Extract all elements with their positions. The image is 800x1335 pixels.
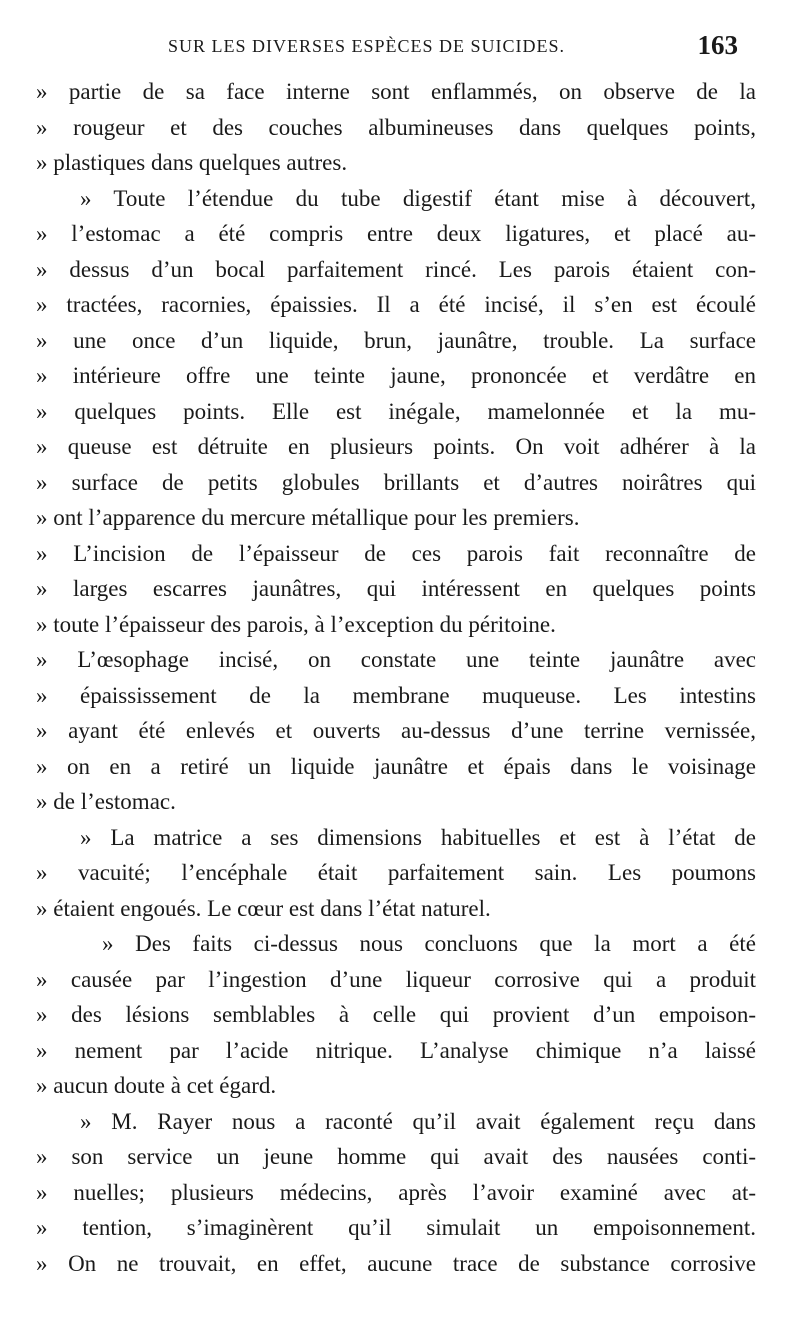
text-line: » nement par l’acide nitrique. L’analyse chimique n’a laissé xyxy=(36,1037,756,1063)
text-line: » queuse est détruite en plusieurs points. On voit adhérer à la xyxy=(36,434,756,459)
page-header xyxy=(48,30,738,62)
text-line: » quelques points. Elle est inégale, mamelonnée et la mu- xyxy=(36,398,756,424)
text-line: » étaient engoués. Le cœur est dans l’état naturel. xyxy=(36,895,491,921)
text-line: » La matrice a ses dimensions habituelles et est à l’état de xyxy=(80,824,756,850)
text-line: » de l’estomac. xyxy=(36,789,176,814)
text-line: » toute l’épaisseur des parois, à l’exception du péritoine. xyxy=(36,611,556,637)
text-line: » l’estomac a été compris entre deux ligatures, et placé au- xyxy=(36,221,756,246)
text-line: » rougeur et des couches albumineuses dans quelques points, xyxy=(36,114,756,140)
text-line: » larges escarres jaunâtres, qui intéressent en quelques points xyxy=(36,576,756,601)
text-line: » une once d’un liquide, brun, jaunâtre, trouble. La surface xyxy=(36,327,756,353)
text-line: » partie de sa face interne sont enflammés, on observe de la xyxy=(36,79,756,104)
page-number: 163 xyxy=(697,30,738,60)
text-line: » nuelles; plusieurs médecins, après l’avoir examiné avec at- xyxy=(36,1179,756,1205)
text-line: » On ne trouvait, en effet, aucune trace de substance corrosive xyxy=(36,1250,756,1276)
text-line: » L’incision de l’épaisseur de ces parois fait reconnaître de xyxy=(36,540,756,566)
text-line: » tractées, racornies, épaissies. Il a été incisé, il s’en est écoulé xyxy=(36,292,756,317)
text-line: » L’œsophage incisé, on constate une teinte jaunâtre avec xyxy=(36,647,756,672)
text-line: » intérieure offre une teinte jaune, prononcée et verdâtre en xyxy=(36,363,756,388)
text-line: » son service un jeune homme qui avait des nausées conti- xyxy=(36,1144,756,1169)
text-line: » vacuité; l’encéphale était parfaitement sain. Les poumons xyxy=(36,860,756,885)
text-line: » causée par l’ingestion d’une liqueur corrosive qui a produit xyxy=(36,966,756,992)
text-line: » ayant été enlevés et ouverts au-dessus d’une terrine vernissée, xyxy=(36,718,756,743)
text-line: » des lésions semblables à celle qui provient d’un empoison- xyxy=(36,1002,756,1027)
body-text xyxy=(36,74,756,1281)
text-line: » Toute l’étendue du tube digestif étant mise à découvert, xyxy=(80,185,756,211)
text-line: » plastiques dans quelques autres. xyxy=(36,150,348,175)
text-line: » ont l’apparence du mercure métallique pour les premiers. xyxy=(36,505,580,530)
text-line: » tention, s’imaginèrent qu’il simulait un empoisonnement. xyxy=(36,1215,756,1240)
text-line: » aucun doute à cet égard. xyxy=(36,1073,277,1098)
text-line: » on en a retiré un liquide jaunâtre et épais dans le voisinage xyxy=(36,753,756,779)
text-line: » Des faits ci-dessus nous concluons que la mort a été xyxy=(102,931,756,956)
text-line: » surface de petits globules brillants et d’autres noirâtres qui xyxy=(36,469,756,495)
text-line: » M. Rayer nous a raconté qu’il avait également reçu dans xyxy=(80,1108,756,1134)
text-line: » épaississement de la membrane muqueuse. Les intestins xyxy=(36,682,756,708)
text-line: » dessus d’un bocal parfaitement rincé. Les parois étaient con- xyxy=(36,256,756,282)
running-head: SUR LES DIVERSES ESPÈCES DE SUICIDES. xyxy=(168,36,566,56)
